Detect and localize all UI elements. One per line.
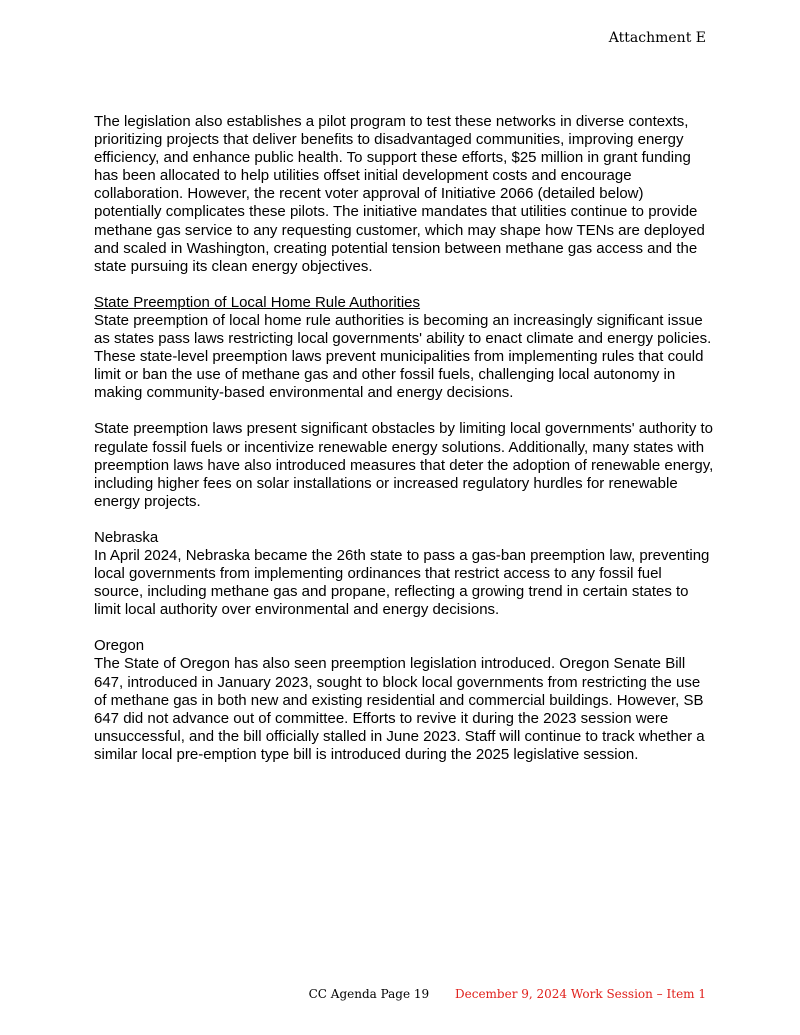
paragraph-spacer xyxy=(94,619,714,637)
intro-paragraph: The legislation also establishes a pilot program to test these networks in diverse contexts, prioritizing projects that deliver benefits to disadvantaged communities, improving energy efficiency, and enhance public health. To support these efforts, $25 million in grant funding has been allocated to help utilities offset initial development costs and encourage collaboration. However, the recent voter approval of Initiative 2066 (detailed below) potentially complicates these pilots. The initiative mandates that utilities continue to provide methane gas service to any requesting customer, which may shape how TENs are deployed and scaled in Washington, creating potential tension between methane gas access and the state pursuing its clean energy objectives. xyxy=(94,113,705,275)
section-heading-state-preemption: State Preemption of Local Home Rule Authorities xyxy=(94,293,421,311)
paragraph-spacer xyxy=(94,276,714,294)
page-footer xyxy=(309,987,706,1001)
work-session-label: December 9, 2024 Work Session – Item 1 xyxy=(455,987,706,1001)
paragraph-spacer xyxy=(94,511,714,529)
agenda-page-label: CC Agenda Page 19 xyxy=(308,987,430,1001)
attachment-label: Attachment E xyxy=(608,30,706,46)
subheading-nebraska: Nebraska xyxy=(94,528,159,546)
document-body xyxy=(94,113,714,764)
subheading-oregon: Oregon xyxy=(94,637,145,655)
paragraph-spacer xyxy=(94,402,714,420)
preemption-paragraph-1: State preemption of local home rule authorities is becoming an increasingly significant issue as states pass laws restricting local governments' ability to enact climate and energy policies. These state-level preemption laws prevent municipalities from implementing rules that could limit or ban the use of methane gas and other fossil fuels, challenging local autonomy in making community-based environmental and energy decisions. xyxy=(94,311,712,402)
nebraska-paragraph: In April 2024, Nebraska became the 26th state to pass a gas-ban preemption law, preventing local governments from implementing ordinances that restrict access to any fossil fuel source, including methane gas and propane, reflecting a growing trend in certain states to limit local authority over environmental and energy decisions. xyxy=(94,546,710,619)
oregon-paragraph: The State of Oregon has also seen preemption legislation introduced. Oregon Senate Bill 647, introduced in January 2023, sought to block local governments from restricting the use of methane gas in both new and existing residential and commercial buildings. However, SB 647 did not advance out of committee. Efforts to revive it during the 2023 session were unsuccessful, and the bill officially stalled in June 2023. Staff will continue to track whether a similar local pre-emption type bill is introduced during the 2025 legislative session. xyxy=(94,655,705,763)
preemption-paragraph-2: State preemption laws present significant obstacles by limiting local governments' authority to regulate fossil fuels or incentivize renewable energy solutions. Additionally, many states with preemption laws have also introduced measures that deter the adoption of renewable energy, including higher fees on solar installations or increased regulatory hurdles for renewable energy projects. xyxy=(94,420,714,510)
